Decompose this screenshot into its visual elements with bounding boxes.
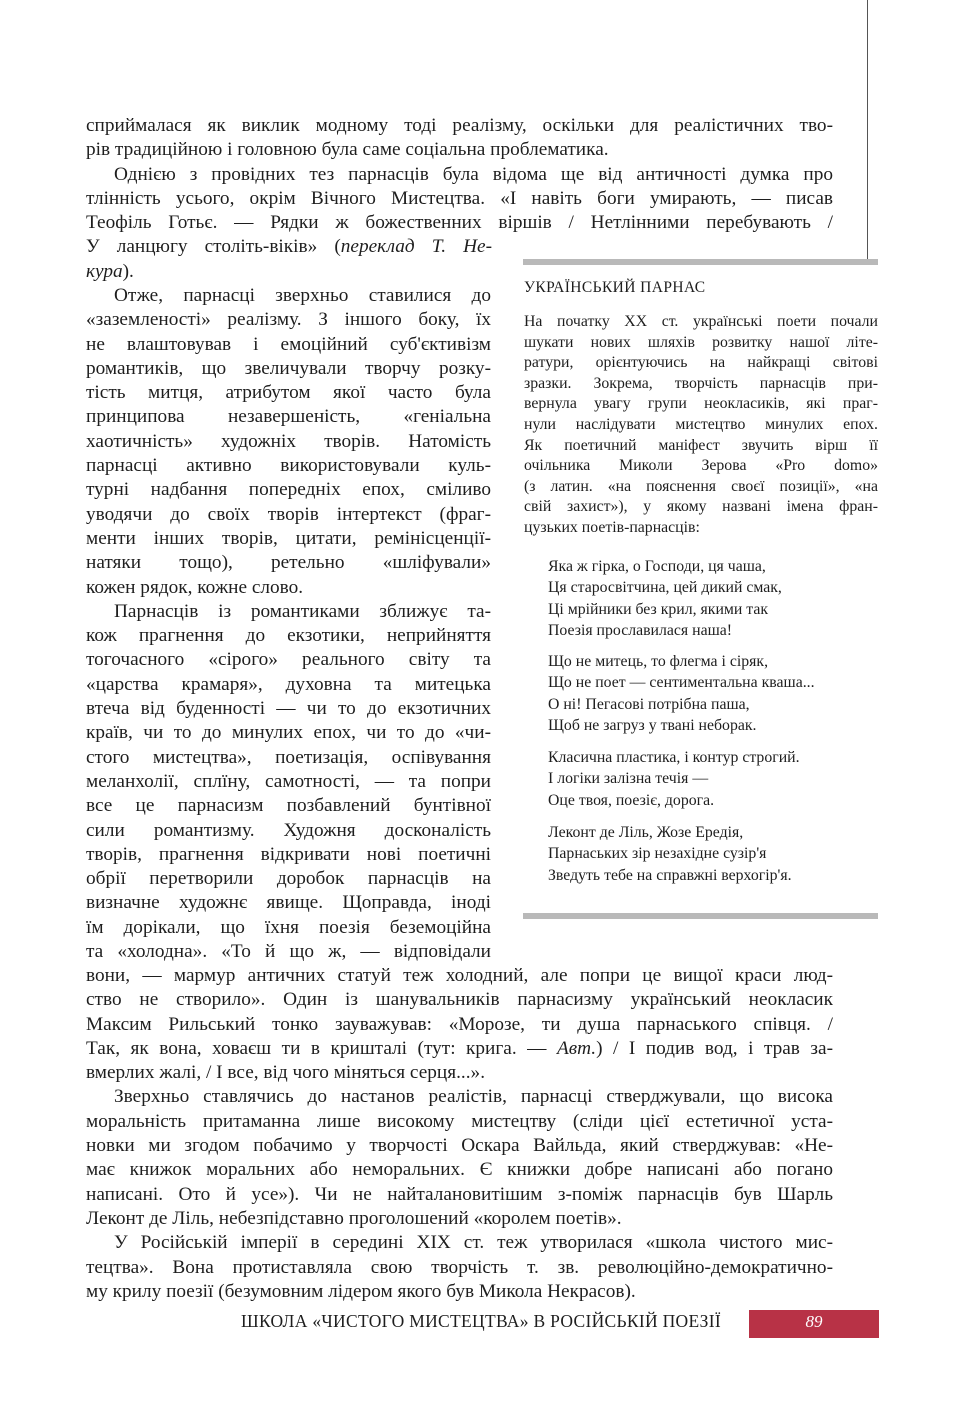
text-line: має книжок моральних або неморальних. Є книжки добре написані або погано — [86, 1159, 833, 1181]
poem-line: Класична пластика, і контур строгий. — [548, 749, 800, 766]
text-line: новки ми згодом побачимо у творчості Оскара Вайльда, який стверджував: «Не- — [86, 1135, 833, 1157]
sidebar-line: ратури, орієнтуючись на найкращі світові — [524, 354, 878, 372]
author-abbrev: Авт. — [556, 1037, 597, 1059]
text-line: моральність притаманна лише високому мистецтву (сліди цієї естетичної уста- — [86, 1110, 833, 1132]
text-line: тість митця, атрибутом якої часто була — [86, 382, 491, 404]
poem-line: О ні! Пегасові потрібна паша, — [548, 695, 750, 713]
text-line: Парнасців із романтиками зближує та- — [114, 600, 491, 622]
poem-stanza — [548, 822, 792, 886]
main-text-column — [86, 284, 491, 964]
sidebar-text — [524, 312, 878, 539]
text-line: визначне художнє явище. Щоправда, іноді — [86, 892, 491, 914]
text-line: країв, чи то до минулих епох, чи то до «чи- — [86, 722, 491, 744]
text-run: ) / І подив вод, і трав за- — [596, 1037, 833, 1059]
text-run: Так, як вона, ховаєш ти в кришталі (тут: крига. — — [86, 1037, 557, 1059]
text-line: Леконт де Ліль, небезпідставно проголошений «королем поетів». — [86, 1207, 622, 1229]
text-line: менти інших творів, цитати, ремінісценції- — [86, 527, 491, 549]
text-line: тлінність усього, окрім Вічного Мистецтва. «І навіть боги умирають, — писав — [86, 187, 833, 209]
text-line: Теофіль Готьє. — Рядки ж божественних віршів / Нетлінними перебувають / — [86, 212, 833, 234]
text-line: обрії перетворили доробок парнасців на — [86, 868, 491, 890]
poem-stanza — [548, 747, 800, 811]
text-line: «заземленості» реалізму. З іншого боку, їх — [86, 309, 491, 331]
text-line: уводячи до своїх творів інтертекст (фраг- — [86, 503, 491, 525]
poem-line: Ця старосвітчина, цей дикий смак, — [548, 579, 782, 597]
poem-line: І логіки залізна течія — — [548, 770, 709, 788]
text-line: му крилу поезії (безумовним лідером якого був Микола Некрасов). — [86, 1280, 636, 1302]
sidebar-line: зразки. Зокрема, творчість парнасців при- — [524, 374, 878, 392]
text-line: вони, — мармур античних статуй теж холодний, але попри це вищої краси люд- — [86, 965, 833, 986]
sidebar-line: очільника Миколи Зерова «Pro domo» — [524, 457, 878, 475]
sidebar-title: УКРАЇНСЬКИЙ ПАРНАС — [524, 279, 706, 296]
sidebar-line: Як поетичний маніфест звучить вірш її — [524, 436, 878, 454]
text-line: «царства крамаря», духовна та митецька — [86, 673, 491, 695]
sidebar-line: шукати нових шляхів розвитку нашої літе- — [524, 333, 878, 351]
text-line: хаотичність» художніх творів. Натомість — [86, 430, 491, 452]
text-line: стого мистецтва», поетизація, оспівування — [86, 746, 491, 768]
sidebar-line: (з латин. «на пояснення своєї позиції», «на — [524, 477, 878, 495]
poem-line: Щоб не загруз у твані неборак. — [548, 717, 757, 735]
text-line: тогочасного «сірого» реального світу та — [86, 649, 491, 671]
text-line: У Російській імперії в середині XIX ст. теж утворилася «школа чистого мис- — [114, 1232, 833, 1254]
poem-line: Що не митець, то флегма і сіряк, — [548, 653, 769, 670]
poem-line: Що не поет — сентиментальна кваша... — [548, 674, 815, 692]
sidebar-top-rule — [523, 259, 878, 265]
sidebar-line: свій захист»), у якому названі імена фран- — [524, 498, 878, 516]
text-line: творів, прагнення відкривати нові поетичні — [86, 843, 491, 865]
margin-rule — [867, 0, 868, 262]
text-line: все це парнасизм позбавлений бунтівної — [86, 795, 491, 817]
text-line: кожен рядок, кожне слово. — [86, 576, 304, 598]
sidebar-line: нули наслідувати мистецтво минулих епох. — [524, 415, 878, 433]
text-run: ). — [122, 260, 134, 282]
text-line: турні надбання попередніх епох, сміливо — [86, 479, 491, 501]
text-line: ство не створило». Один із шанувальників парнасизму український неокласик — [86, 989, 833, 1011]
text-line — [86, 235, 492, 259]
running-footer-title: ШКОЛА «ЧИСТОГО МИСТЕЦТВА» В РОСІЙСЬКІЙ ПОЕЗІЇ — [241, 1311, 721, 1331]
text-line: втеча від буденності — чи то до екзотичних — [86, 698, 491, 720]
text-line: тецтва». Вона протиставляла свою творчість т. зв. революційно-демократично- — [86, 1256, 833, 1278]
text-line: Максим Рильський тонко зауважував: «Морозе, ти душа парнаського співця. / — [86, 1013, 833, 1035]
text-line: романтиків, що звеличували творчу розку- — [86, 357, 491, 379]
poem-stanza — [548, 556, 782, 642]
text-line: кож прагнення до екзотики, неприйняття — [86, 625, 491, 647]
text-line: Отже, парнасці зверхньо ставилися до — [114, 285, 491, 306]
sidebar-line: вернула увагу групи неокласиків, які праг- — [524, 395, 878, 413]
poem-line: Поезія прославилася наша! — [548, 622, 733, 640]
text-line: Однією з провідних тез парнасців була відома ще від античності думка про — [114, 163, 833, 185]
poem-stanza — [548, 651, 815, 737]
translator-credit-end: кура — [86, 260, 123, 282]
text-run: У ланцюгу століть-віків» ( — [86, 236, 341, 258]
text-line: натяки тощо), ретельно «шліфували» — [86, 552, 491, 574]
sidebar-bottom-rule — [523, 913, 878, 919]
text-line: їм дорікали, що їхня поезія беземоційна — [86, 916, 491, 938]
text-line: принципова незавершеність, «геніальна — [86, 406, 491, 428]
page-number-badge — [749, 1310, 879, 1338]
sidebar-line: цузьких поетів-парнасців: — [524, 518, 700, 536]
text-line: та «холодна». «То й що ж, — відповідали — [86, 941, 491, 963]
text-line: сприймалася як виклик модному тоді реалізму, оскільки для реалістичних тво- — [86, 115, 833, 136]
text-line: Зверхньо ставлячись до настанов реалістів, парнасці стверджували, що висока — [114, 1086, 833, 1108]
text-line: парнасці активно використовували куль- — [86, 455, 491, 477]
text-line: написані. Ото й усе»). Чи не найталановитішим з-поміж парнасців був Шарль — [86, 1183, 833, 1205]
poem-line: Зведуть тебе на справжні верхогір'я. — [548, 866, 792, 884]
poem-line: Парнаських зір незахідне сузір'я — [548, 845, 767, 863]
text-line: меланхолії, сплїну, самотності, — та попри — [86, 770, 491, 792]
poem-line: Оце твоя, поезіє, дорога. — [548, 791, 715, 809]
text-line: не влаштовував і емоційний суб'єктивізм — [86, 333, 491, 355]
text-line: рів традиційною і головною була саме соціальна проблематика. — [86, 139, 609, 161]
poem-line: Ці мрійники без крил, якими так — [548, 600, 769, 618]
text-line — [86, 1037, 833, 1061]
page-number: 89 — [805, 1312, 823, 1331]
sidebar-ukrainian-parnassus — [523, 259, 878, 921]
poem-line: Леконт де Ліль, Жозе Ередія, — [548, 824, 744, 841]
translator-credit: переклад Т. Не- — [340, 236, 493, 258]
text-line: сили романтизму. Художня досконалість — [86, 819, 491, 841]
sidebar-line: На початку XX ст. українські поети почали — [524, 313, 878, 330]
main-text-bottom — [86, 964, 833, 1304]
poem-line: Яка ж гірка, о Господи, ця чаша, — [548, 558, 766, 575]
text-line: вмерлих жалі, / І все, від чого міняться серця...». — [86, 1062, 486, 1084]
